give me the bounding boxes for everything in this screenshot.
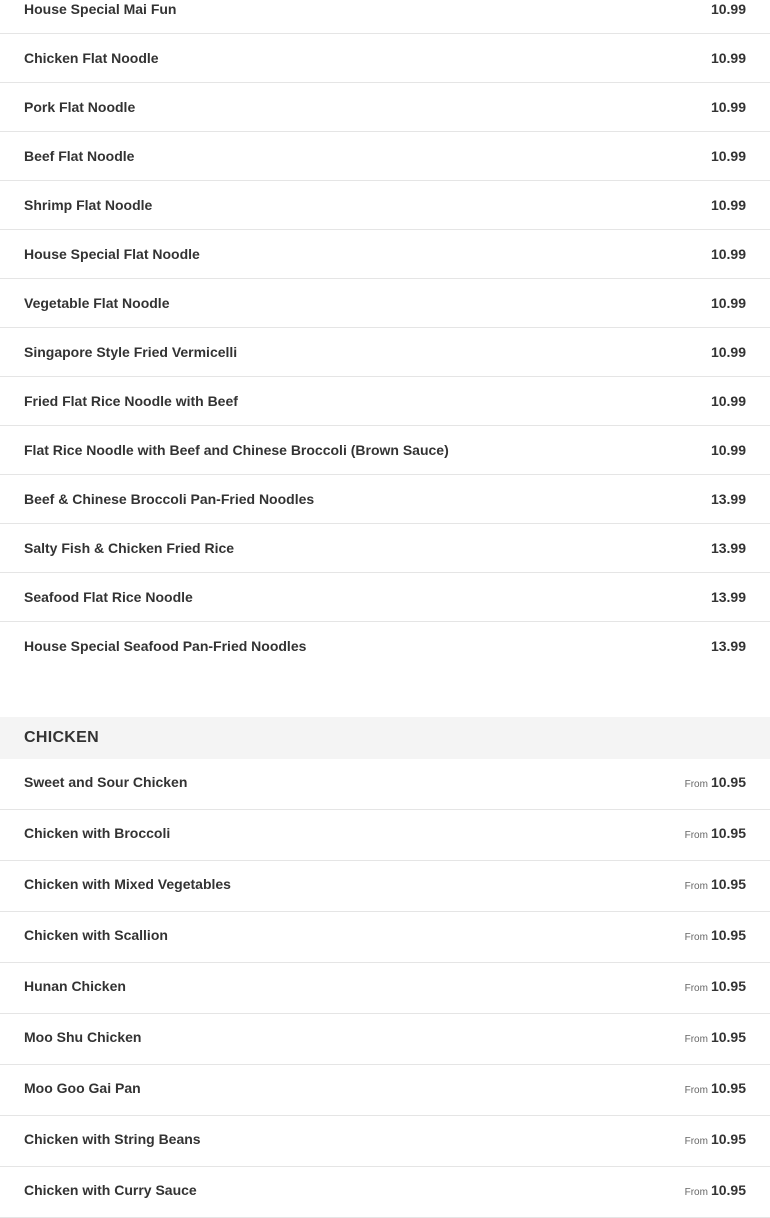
item-name: Beef Flat Noodle: [24, 148, 135, 164]
price-block: [685, 1029, 746, 1048]
menu-item[interactable]: [0, 573, 770, 622]
menu-item[interactable]: [0, 1065, 770, 1116]
menu-item[interactable]: [0, 963, 770, 1014]
item-price: 10.95: [710, 978, 746, 994]
item-name: Chicken with Broccoli: [24, 825, 171, 841]
menu-item[interactable]: [0, 861, 770, 912]
item-price: 10.99: [710, 393, 746, 409]
from-label: From: [684, 1085, 708, 1096]
item-name: Chicken with Scallion: [24, 927, 168, 943]
menu-item[interactable]: [0, 230, 770, 279]
price-block: [685, 927, 746, 946]
price-block: [685, 825, 746, 844]
from-label: From: [684, 983, 708, 994]
menu-item[interactable]: [0, 279, 770, 328]
from-label: From: [684, 881, 708, 892]
menu-item[interactable]: [0, 426, 770, 475]
item-price: 13.99: [710, 540, 746, 556]
item-name: Flat Rice Noodle with Beef and Chinese Broccoli (Brown Sauce): [24, 442, 449, 458]
menu-item[interactable]: [0, 181, 770, 230]
from-label: From: [684, 932, 708, 943]
price-block: [685, 1080, 746, 1099]
price-block: [685, 1131, 746, 1150]
from-label: From: [684, 1034, 708, 1045]
item-price: 10.99: [710, 148, 746, 164]
item-price: 10.99: [710, 99, 746, 115]
item-name: Fried Flat Rice Noodle with Beef: [24, 393, 238, 409]
item-name: Moo Goo Gai Pan: [24, 1080, 141, 1096]
item-price: 10.95: [710, 1182, 746, 1198]
price-block: [685, 1182, 746, 1201]
menu-item[interactable]: [0, 622, 770, 670]
item-name: Chicken with String Beans: [24, 1131, 201, 1147]
menu-item[interactable]: [0, 328, 770, 377]
menu-item[interactable]: [0, 34, 770, 83]
item-name: Chicken Flat Noodle: [24, 50, 159, 66]
menu-item[interactable]: [0, 759, 770, 810]
item-price: 10.99: [710, 197, 746, 213]
menu-item[interactable]: [0, 0, 770, 34]
item-name: Chicken with Curry Sauce: [24, 1182, 197, 1198]
section-title: CHICKEN: [24, 729, 99, 746]
item-price: 10.99: [710, 295, 746, 311]
item-price: 10.99: [710, 1, 746, 17]
item-name: House Special Seafood Pan-Fried Noodles: [24, 638, 307, 654]
item-name: Chicken with Mixed Vegetables: [24, 876, 231, 892]
price-block: [685, 774, 746, 793]
section-spacer: [0, 670, 770, 717]
item-price: 10.95: [710, 825, 746, 841]
item-name: Singapore Style Fried Vermicelli: [24, 344, 238, 360]
menu-item[interactable]: [0, 1014, 770, 1065]
item-name: Pork Flat Noodle: [24, 99, 136, 115]
menu-item[interactable]: [0, 1167, 770, 1218]
chicken-section: [0, 759, 770, 1218]
menu-item[interactable]: [0, 377, 770, 426]
item-price: 10.99: [710, 344, 746, 360]
menu-item[interactable]: [0, 524, 770, 573]
item-name: Seafood Flat Rice Noodle: [24, 589, 193, 605]
item-name: Moo Shu Chicken: [24, 1029, 142, 1045]
item-price: 10.99: [710, 442, 746, 458]
menu-item[interactable]: [0, 475, 770, 524]
menu-item[interactable]: [0, 810, 770, 861]
from-label: From: [684, 779, 708, 790]
menu-item[interactable]: [0, 83, 770, 132]
section-header-chicken: [0, 717, 770, 759]
item-price: 13.99: [710, 589, 746, 605]
item-name: House Special Mai Fun: [24, 1, 177, 17]
item-price: 10.95: [710, 1029, 746, 1045]
item-price: 13.99: [710, 491, 746, 507]
item-price: 10.99: [710, 50, 746, 66]
item-price: 10.95: [710, 876, 746, 892]
item-price: 13.99: [710, 638, 746, 654]
price-block: [685, 978, 746, 997]
menu-item[interactable]: [0, 132, 770, 181]
item-price: 10.95: [710, 927, 746, 943]
menu-item[interactable]: [0, 912, 770, 963]
from-label: From: [684, 1136, 708, 1147]
price-block: [685, 876, 746, 895]
menu-item[interactable]: [0, 1116, 770, 1167]
item-name: Shrimp Flat Noodle: [24, 197, 153, 213]
from-label: From: [684, 830, 708, 841]
item-name: Salty Fish & Chicken Fried Rice: [24, 540, 235, 556]
item-name: Beef & Chinese Broccoli Pan-Fried Noodles: [24, 491, 315, 507]
item-name: House Special Flat Noodle: [24, 246, 200, 262]
item-price: 10.95: [710, 1080, 746, 1096]
item-name: Vegetable Flat Noodle: [24, 295, 170, 311]
item-price: 10.95: [710, 1131, 746, 1147]
item-name: Hunan Chicken: [24, 978, 126, 994]
item-name: Sweet and Sour Chicken: [24, 774, 188, 790]
from-label: From: [684, 1187, 708, 1198]
item-price: 10.99: [710, 246, 746, 262]
item-price: 10.95: [710, 774, 746, 790]
